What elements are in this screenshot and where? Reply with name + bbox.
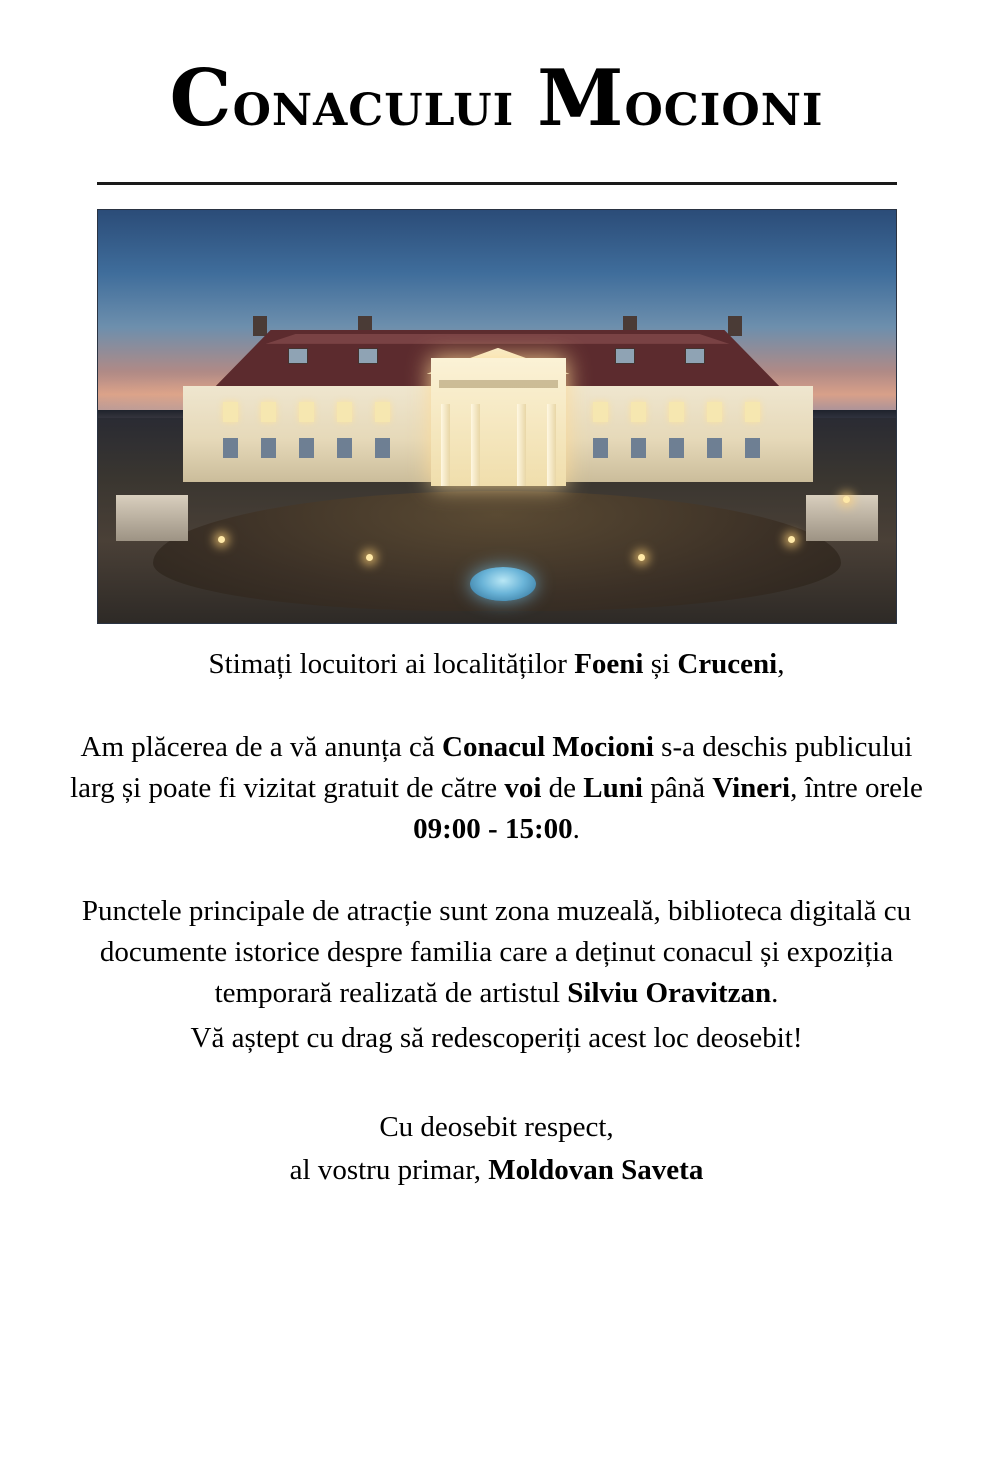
p2-bold-voi: voi <box>504 772 542 805</box>
letter-body <box>57 644 937 1192</box>
paragraph-invitation: Vă aștept cu drag să redescoperiți acest loc deosebit! <box>190 1022 803 1055</box>
window <box>375 438 390 458</box>
lamp-light <box>843 496 850 503</box>
greeting-before: Stimați locuitori ai localităților <box>208 647 575 680</box>
window <box>337 438 352 458</box>
manor-night-photo <box>97 209 897 624</box>
photo-container <box>97 209 897 624</box>
lamp-light <box>218 536 225 543</box>
window <box>299 402 314 422</box>
p2-part5: , între orele <box>790 772 923 805</box>
paragraph-opening-announcement <box>57 727 937 851</box>
side-building-right <box>806 495 878 541</box>
window <box>669 402 684 422</box>
window <box>261 402 276 422</box>
window <box>223 438 238 458</box>
p2-part2: s-a deschis publicului larg și poate fi vizitat gratuit de către <box>70 731 913 805</box>
lamp-light <box>366 554 373 561</box>
dormer-window <box>358 348 378 364</box>
page-title <box>0 53 993 144</box>
dormer-window <box>615 348 635 364</box>
greeting-paragraph <box>57 644 937 685</box>
manor-building <box>183 330 813 490</box>
greeting-after: , <box>777 647 785 680</box>
side-building-left <box>116 495 188 541</box>
closing-prefix: al vostru primar, <box>289 1154 489 1187</box>
p2-part1: Am plăcerea de a vă anunța că <box>80 731 443 764</box>
column <box>547 404 556 486</box>
p3-part2: . <box>771 976 779 1009</box>
window <box>223 402 238 422</box>
fountain <box>470 567 536 601</box>
paragraph-attractions <box>57 891 937 1015</box>
window <box>707 402 722 422</box>
p2-part6: . <box>572 813 580 846</box>
p2-bold-conacul-mocioni: Conacul Mocioni <box>442 731 654 764</box>
p3-part1: Punctele principale de atracție sunt zona muzeală, biblioteca digitală cu documente istorice despre familia care a deținut conacul și expoziția temporară realizată de artistul <box>81 894 912 1009</box>
title-word-2: Mocioni <box>537 53 824 144</box>
window <box>745 438 760 458</box>
title-drop-cap: M <box>537 53 625 144</box>
window <box>337 402 352 422</box>
greeting-bold-foeni: Foeni <box>574 647 644 680</box>
closing-line-1: Cu deosebit respect, <box>379 1111 614 1144</box>
window <box>593 402 608 422</box>
chimney <box>253 316 267 336</box>
window <box>707 438 722 458</box>
p2-bold-hours: 09:00 - 15:00 <box>413 813 573 846</box>
column <box>517 404 526 486</box>
lamp-light <box>788 536 795 543</box>
column <box>471 404 480 486</box>
building-inscription <box>439 380 558 388</box>
title-word-1: Conacului <box>169 53 515 144</box>
window <box>261 438 276 458</box>
portico <box>431 358 566 486</box>
window <box>669 438 684 458</box>
p2-part4: până <box>642 772 713 805</box>
window <box>631 438 646 458</box>
window <box>631 402 646 422</box>
greeting-bold-cruceni: Cruceni <box>677 647 778 680</box>
chimney <box>728 316 742 336</box>
window <box>745 402 760 422</box>
title-divider <box>97 182 897 185</box>
closing-line-2 <box>57 1150 937 1191</box>
p2-part3: de <box>541 772 584 805</box>
poster-page <box>0 53 993 1458</box>
title-drop-cap: C <box>169 53 233 144</box>
dormer-window <box>685 348 705 364</box>
dormer-window <box>288 348 308 364</box>
p2-bold-vineri: Vineri <box>712 772 791 805</box>
lamp-light <box>638 554 645 561</box>
mayor-name: Moldovan Saveta <box>488 1154 704 1187</box>
roof-highlight <box>246 334 750 344</box>
column <box>441 404 450 486</box>
p3-bold-artist: Silviu Oravitzan <box>567 976 772 1009</box>
window <box>299 438 314 458</box>
window <box>375 402 390 422</box>
p2-bold-luni: Luni <box>583 772 643 805</box>
window <box>593 438 608 458</box>
greeting-middle: și <box>643 647 678 680</box>
